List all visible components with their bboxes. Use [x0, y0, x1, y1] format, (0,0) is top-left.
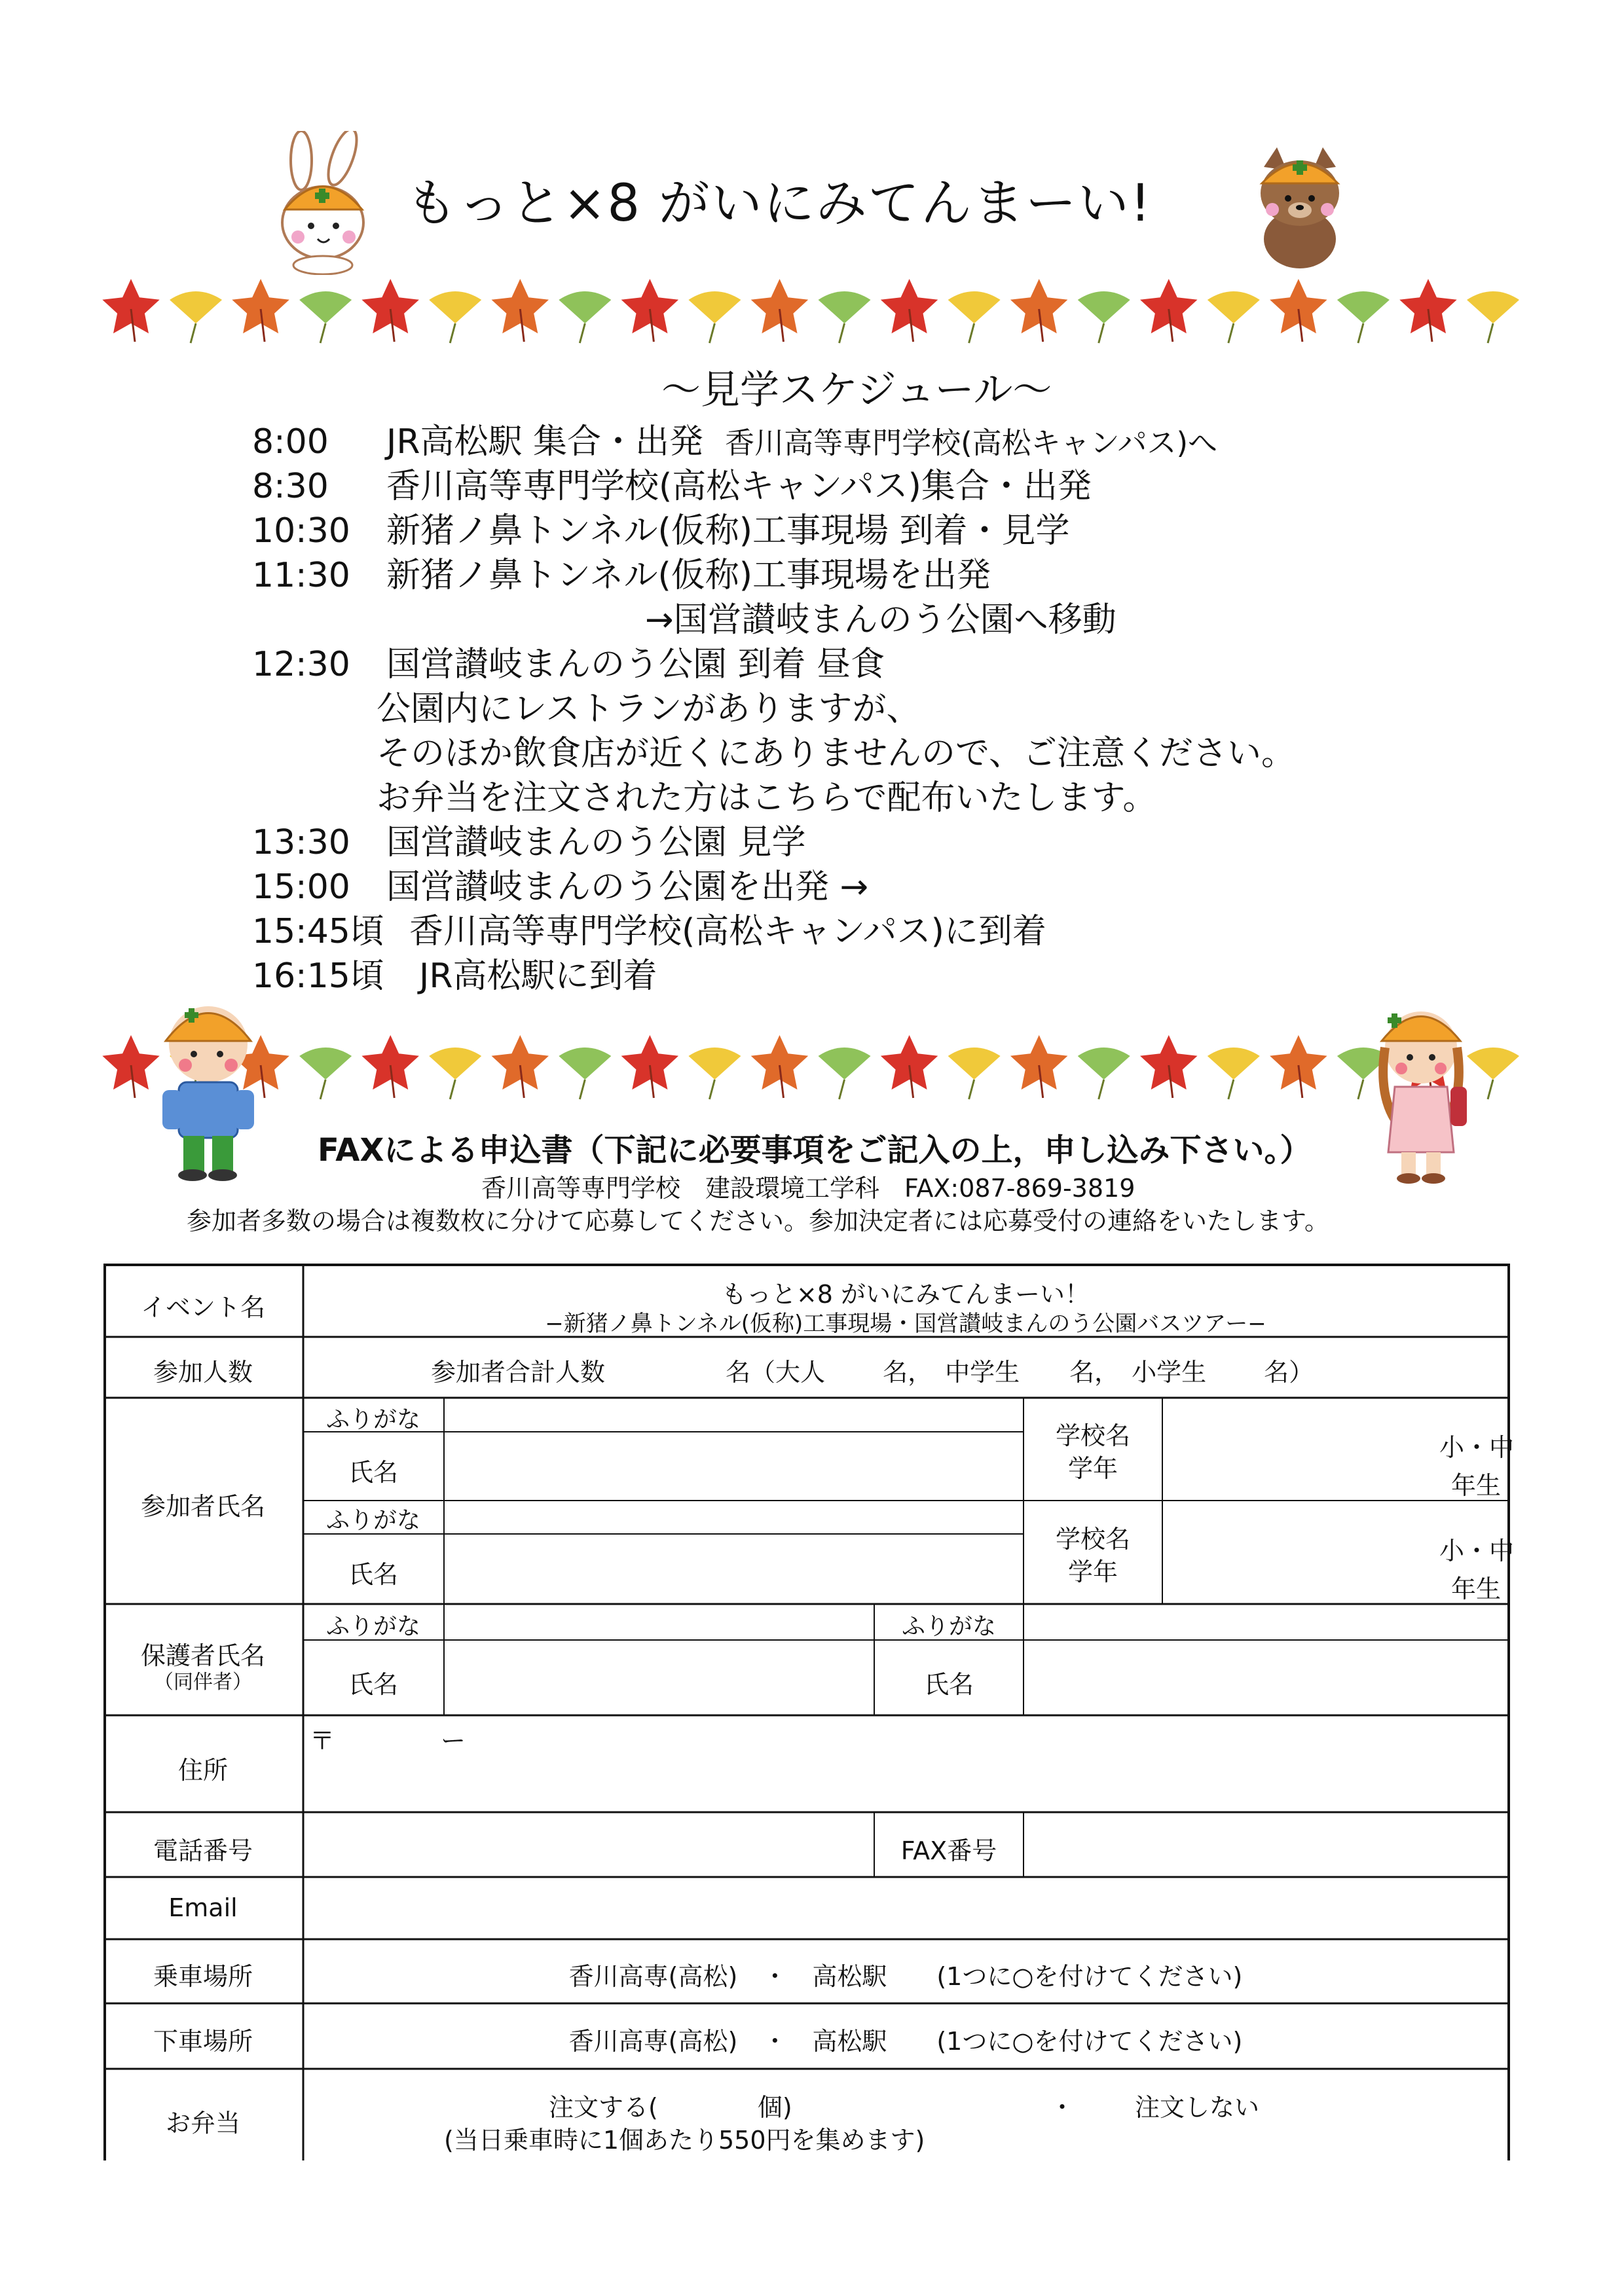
ginkgo-leaf-icon	[688, 291, 741, 343]
fax-note: 参加者多数の場合は複数枚に分けて応募してください。参加決定者には応募受付の連絡をいたします。	[187, 1207, 1329, 1235]
boarding-options[interactable]: 香川高専(高松) ・ 高松駅 (1つに○を付けてください)	[568, 1962, 1243, 1991]
maple-leaf-icon	[1140, 279, 1198, 342]
schedule-row	[252, 903, 1046, 953]
ginkgo-leaf-icon	[948, 291, 1001, 343]
count-total-label: 参加者合計人数	[431, 1358, 606, 1387]
guardian-furigana-label: ふりがな	[325, 1613, 421, 1640]
phone-label: 電話番号	[153, 1836, 253, 1865]
schedule-time: 8:00	[252, 422, 329, 462]
maple-leaf-icon	[1270, 279, 1327, 342]
schedule-time: 13:30	[252, 823, 350, 862]
ginkgo-leaf-icon	[1337, 291, 1390, 343]
ginkgo-leaf-icon	[429, 291, 481, 343]
maple-leaf-icon	[1399, 279, 1457, 342]
ginkgo-leaf-icon	[1467, 291, 1519, 343]
furigana-label: ふりがな	[325, 1507, 421, 1534]
maple-leaf-icon	[881, 279, 938, 342]
participant-2-school-field[interactable]	[1164, 1502, 1426, 1602]
schedule-continuation: →国営讃岐まんのう公園へ移動	[645, 600, 1116, 640]
schedule-text: 香川高等専門学校(高松キャンパス)集合・出発	[386, 467, 1092, 506]
alighting-label: 下車場所	[153, 2027, 253, 2056]
schedule-time: 16:15頃	[252, 957, 384, 996]
grade-label: 学年	[1067, 1558, 1118, 1586]
maple-leaf-icon	[361, 279, 419, 342]
maple-leaf-icon	[1010, 1035, 1068, 1098]
ginkgo-leaf-icon	[299, 291, 352, 343]
maple-leaf-icon	[361, 1035, 419, 1098]
participant-2-furigana-field[interactable]	[445, 1502, 1022, 1533]
schedule-row	[252, 458, 1092, 507]
count-label: 参加人数	[153, 1358, 253, 1387]
participant-1-name-field[interactable]	[445, 1433, 1022, 1499]
ginkgo-leaf-icon	[1078, 1048, 1130, 1099]
schedule-text: 国営讃岐まんのう公園を出発 →	[386, 867, 869, 907]
schedule-text: 国営讃岐まんのう公園 到着 昼食	[386, 645, 885, 684]
address-field[interactable]	[305, 1717, 1507, 1810]
guardian-label: 保護者氏名	[140, 1641, 266, 1670]
guardian2-name-label: 氏名	[923, 1670, 974, 1699]
maple-leaf-icon	[102, 279, 159, 342]
maple-leaf-icon	[751, 279, 809, 342]
event-label: イベント名	[140, 1293, 266, 1322]
guardian-1-furigana-field[interactable]	[445, 1605, 872, 1638]
fax-number-label: FAX番号	[900, 1836, 997, 1865]
schedule-row	[252, 814, 806, 864]
maple-leaf-icon	[621, 279, 679, 342]
participant-1-school-field[interactable]	[1164, 1399, 1426, 1499]
bento-no-order-option[interactable]: 注文しない	[1135, 2093, 1260, 2122]
ginkgo-leaf-icon	[819, 291, 871, 343]
schedule-text: 新猪ノ鼻トンネル(仮称)工事現場を出発	[386, 556, 991, 595]
ginkgo-leaf-icon	[1208, 1048, 1260, 1099]
maple-leaf-icon	[492, 279, 549, 342]
guardian-name-label: 氏名	[348, 1670, 399, 1699]
schedule-time: 15:00	[252, 867, 350, 907]
ginkgo-leaf-icon	[948, 1048, 1001, 1099]
ginkgo-leaf-icon	[299, 1048, 352, 1099]
ginkgo-leaf-icon	[559, 1048, 611, 1099]
count-breakdown: 名（大人 名， 中学生 名， 小学生 名）	[726, 1358, 1314, 1387]
schedule-row	[252, 547, 991, 596]
participant-1-furigana-field[interactable]	[445, 1399, 1022, 1430]
email-label: Email	[168, 1893, 238, 1922]
schedule-note: 香川高等専門学校(高松キャンパス)へ	[725, 426, 1218, 460]
fax-number-field[interactable]	[1025, 1813, 1507, 1876]
schedule-row	[252, 948, 657, 997]
email-field[interactable]	[305, 1878, 1507, 1938]
autumn-leaf-border-top	[98, 268, 1526, 354]
postal-dash: ー	[441, 1726, 466, 1755]
count-total-field[interactable]	[647, 1341, 719, 1390]
maple-leaf-icon	[1140, 1035, 1198, 1098]
schedule-time: 15:45頃	[252, 912, 384, 951]
bento-label: お弁当	[165, 2109, 241, 2138]
maple-leaf-icon	[1270, 1035, 1327, 1098]
name-label: 氏名	[348, 1560, 399, 1589]
lunch-note: お弁当を注文された方はこちらで配布いたします。	[377, 778, 1157, 818]
alighting-options[interactable]: 香川高専(高松) ・ 高松駅 (1つに○を付けてください)	[568, 2027, 1243, 2056]
participants-label: 参加者氏名	[140, 1492, 266, 1521]
guardian-2-furigana-field[interactable]	[1025, 1605, 1507, 1638]
ginkgo-leaf-icon	[170, 291, 222, 343]
ginkgo-leaf-icon	[1078, 291, 1130, 343]
maple-leaf-icon	[621, 1035, 679, 1098]
schedule-row	[252, 859, 868, 908]
fax-application-title: FAXによる申込書（下記に必要事項をご記入の上，申し込み下さい。）	[318, 1132, 1312, 1169]
ginkgo-leaf-icon	[429, 1048, 481, 1099]
bento-separator: ・	[1050, 2093, 1075, 2122]
schedule-text: 国営讃岐まんのう公園 見学	[386, 823, 806, 862]
dog-mascot	[1247, 141, 1352, 272]
name-label: 氏名	[348, 1458, 399, 1487]
schedule-time: 8:30	[252, 467, 329, 506]
application-form	[103, 1264, 1515, 2160]
schedule-text: JR高松駅 集合・出発	[386, 422, 703, 462]
furigana-label: ふりがな	[325, 1406, 421, 1433]
guardian-sublabel: （同伴者）	[154, 1671, 252, 1694]
schedule-row	[252, 414, 1217, 463]
guardian2-furigana-label: ふりがな	[901, 1613, 997, 1640]
lunch-note: 公園内にレストランがありますが、	[377, 689, 921, 729]
phone-field[interactable]	[305, 1813, 872, 1876]
schedule-text: 新猪ノ鼻トンネル(仮称)工事現場 到着・見学	[386, 511, 1070, 551]
maple-leaf-icon	[232, 279, 289, 342]
girl-helmet-mascot	[1365, 989, 1477, 1185]
guardian-1-name-field[interactable]	[445, 1641, 872, 1713]
school-label: 学校名	[1055, 1525, 1131, 1554]
ginkgo-leaf-icon	[688, 1048, 741, 1099]
rabbit-mascot	[265, 131, 380, 275]
ginkgo-leaf-icon	[1208, 291, 1260, 343]
boarding-label: 乗車場所	[153, 1962, 253, 1991]
autumn-leaf-row	[98, 268, 1526, 354]
participant-2-name-field[interactable]	[445, 1535, 1022, 1602]
schedule-row	[252, 503, 1070, 552]
level-label: 小・中	[1439, 1433, 1515, 1462]
school-label: 学校名	[1055, 1421, 1131, 1450]
maple-leaf-icon	[492, 1035, 549, 1098]
grade-label: 学年	[1067, 1454, 1118, 1483]
postal-mark: 〒	[310, 1726, 335, 1755]
grade-suffix: 年生	[1451, 1575, 1502, 1603]
fax-contact-line: 香川高等専門学校 建設環境工学科 FAX:087-869-3819	[481, 1174, 1135, 1203]
guardian-2-name-field[interactable]	[1025, 1641, 1507, 1713]
autumn-leaf-row	[98, 1025, 1526, 1110]
level-label: 小・中	[1439, 1537, 1515, 1565]
schedule-time: 12:30	[252, 645, 350, 684]
maple-leaf-icon	[881, 1035, 938, 1098]
boy-helmet-mascot	[149, 985, 267, 1182]
address-label: 住所	[177, 1756, 229, 1785]
schedule-time: 10:30	[252, 511, 350, 551]
bento-note: (当日乗車時に1個あたり550円を集めます)	[444, 2126, 925, 2155]
page-title: もっと×8 がいにみてんまーい!	[406, 174, 1153, 233]
schedule-text: 香川高等専門学校(高松キャンパス)に到着	[409, 912, 1046, 951]
schedule-text: JR高松駅に到着	[419, 957, 657, 996]
ginkgo-leaf-icon	[819, 1048, 871, 1099]
schedule-time: 11:30	[252, 556, 350, 595]
event-subtitle: −新猪ノ鼻トンネル(仮称)工事現場・国営讃岐まんのう公園バスツアー−	[545, 1311, 1266, 1337]
event-name: もっと×8 がいにみてんまーい！	[721, 1280, 1090, 1309]
bento-order-option[interactable]: 注文する( 個)	[549, 2093, 792, 2122]
schedule-heading: ～見学スケジュール～	[661, 367, 1052, 413]
autumn-leaf-border-bottom	[98, 1025, 1526, 1110]
lunch-note: そのほか飲食店が近くにありませんので、ご注意ください。	[377, 734, 1295, 773]
maple-leaf-icon	[751, 1035, 809, 1098]
maple-leaf-icon	[1010, 279, 1068, 342]
schedule-row	[252, 636, 885, 685]
ginkgo-leaf-icon	[559, 291, 611, 343]
grade-suffix: 年生	[1451, 1471, 1502, 1500]
